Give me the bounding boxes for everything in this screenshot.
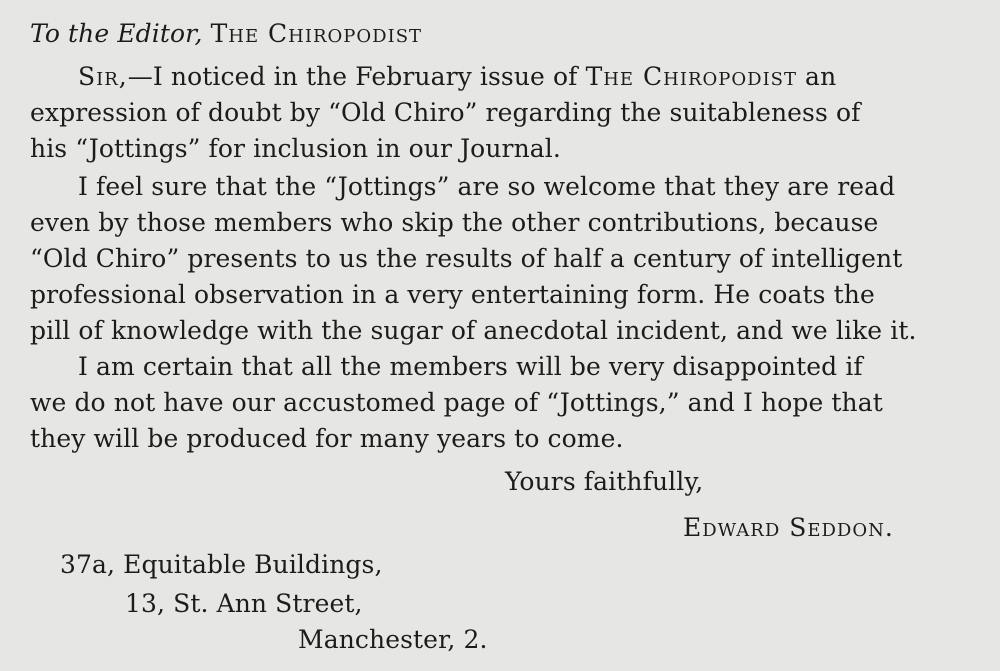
paragraph-1-line-2: expression of doubt by “Old Chiro” regarding the suitableness of [30, 98, 861, 127]
opening-word: Sir, [78, 62, 128, 91]
paragraph-1-publication: The Chiropodist [585, 62, 798, 91]
closing: Yours faithfully, [505, 467, 704, 496]
address-line-2: 13, St. Ann Street, [125, 589, 363, 618]
paragraph-2-line-4: professional observation in a very entertaining form. He coats the [30, 280, 875, 309]
paragraph-1-line-1 [78, 59, 836, 95]
paragraph-2-line-2: even by those members who skip the other contributions, because [30, 208, 879, 237]
paragraph-1-text-start: —I noticed in the February issue of [127, 62, 586, 91]
paragraph-2-line-1: I feel sure that the “Jottings” are so welcome that they are read [78, 172, 896, 201]
paragraph-2-line-3: “Old Chiro” presents to us the results of half a century of intelligent [30, 244, 903, 273]
paragraph-3-line-2: we do not have our accustomed page of “Jottings,” and I hope that [30, 388, 883, 417]
paragraph-2-line-5: pill of knowledge with the sugar of anecdotal incident, and we like it. [30, 316, 917, 345]
signature: Edward Seddon. [683, 513, 894, 542]
address-line-1: 37a, Equitable Buildings, [60, 550, 383, 579]
paragraph-1-line-1-end: an [797, 62, 837, 91]
paragraph-3-line-1: I am certain that all the members will be very disappointed if [78, 352, 863, 381]
salutation-line [30, 16, 422, 52]
salutation-to: To the Editor, [30, 19, 203, 48]
salutation-publication: The Chiropodist [210, 19, 423, 48]
paragraph-3-line-3: they will be produced for many years to come. [30, 424, 624, 453]
paragraph-1-line-3: his “Jottings” for inclusion in our Journal. [30, 134, 561, 163]
address-line-3: Manchester, 2. [298, 625, 488, 654]
